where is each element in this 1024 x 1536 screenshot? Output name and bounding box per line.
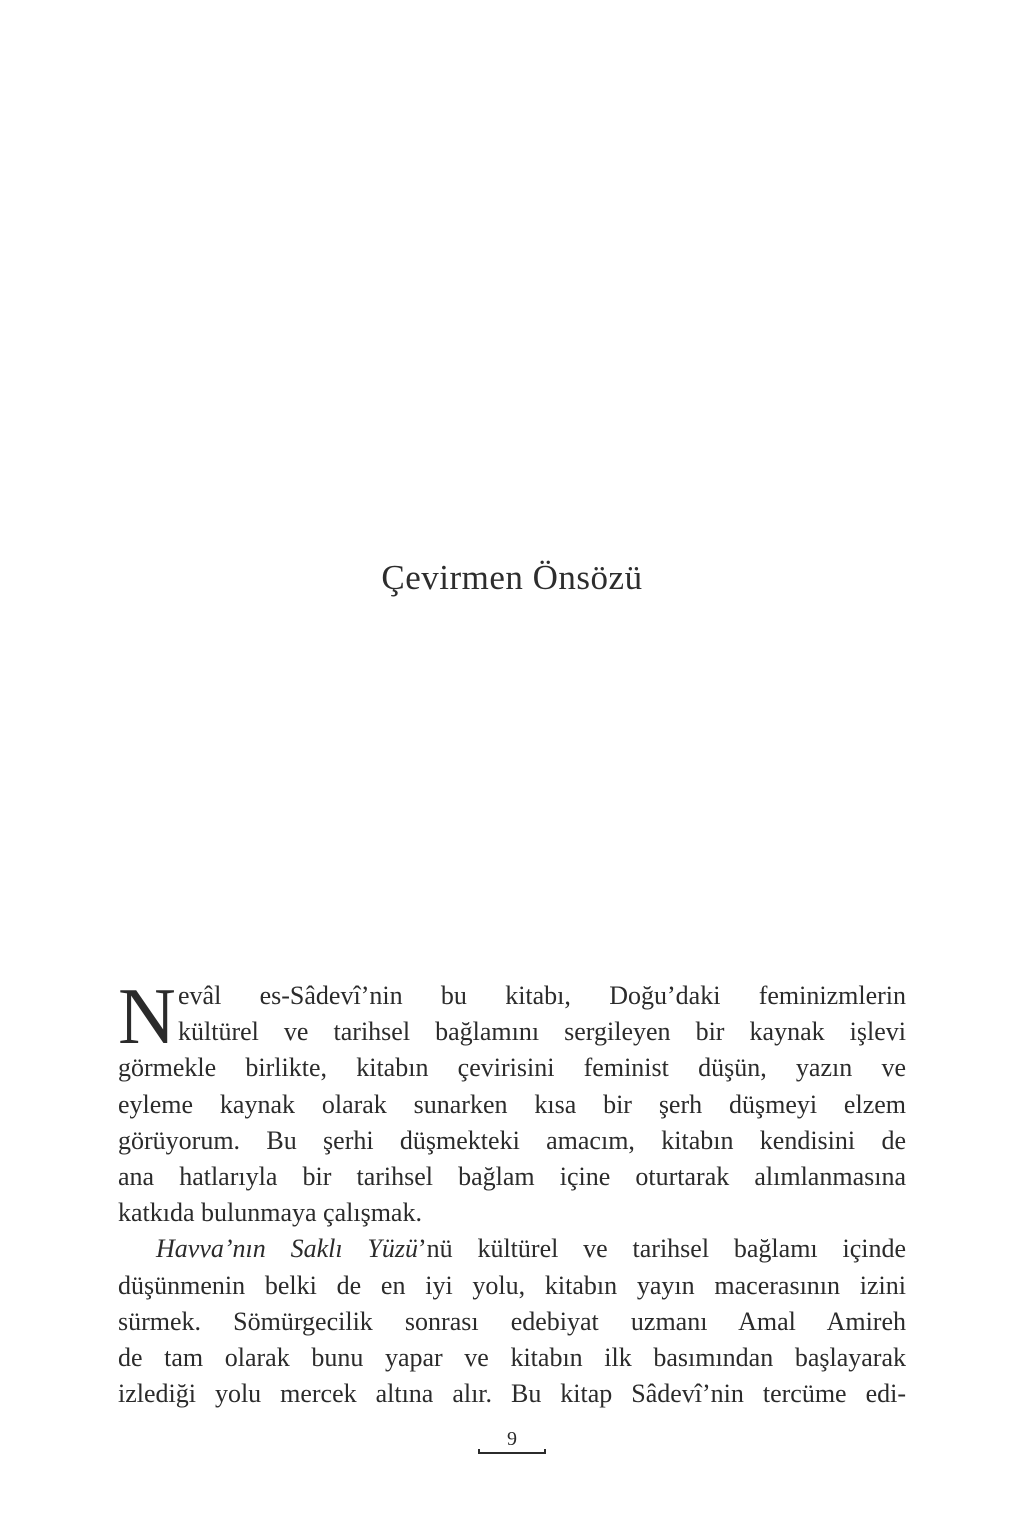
paragraph-2-line-5: izlediği yolu mercek altına alır. Bu kitap Sâdevî’nin tercüme edi- [118, 1379, 906, 1409]
paragraph-2-line-1-text: ’nü kültürel ve tarihsel bağlamı içinde [417, 1234, 906, 1264]
paragraph-1-line-7: katkıda bulunmaya çalışmak. [118, 1198, 422, 1228]
folio-bracket-rule [478, 1449, 546, 1454]
paragraph-1-line-3: görmekle birlikte, kitabın çevirisini feminist düşün, yazın ve [118, 1053, 906, 1083]
drop-cap: N [118, 973, 176, 1061]
page-number: 9 [507, 1428, 517, 1450]
paragraph-1-line-2: kültürel ve tarihsel bağlamını sergileyen bir kaynak işlevi [178, 1017, 906, 1047]
paragraph-2-line-4: de tam olarak bunu yapar ve kitabın ilk basımından başlayarak [118, 1342, 906, 1372]
chapter-title: Çevirmen Önsözü [381, 558, 643, 597]
paragraph-1-line-5: görüyorum. Bu şerhi düşmekteki amacım, kitabın kendisini de [118, 1125, 906, 1155]
book-title: Havva’nın Saklı Yüzü [156, 1234, 418, 1264]
paragraph-2-line-3: sürmek. Sömürgecilik sonrası edebiyat uzmanı Amal Amireh [118, 1306, 906, 1336]
paragraph-2-line-1 [118, 1231, 906, 1267]
paragraph-1-line-4: eyleme kaynak olarak sunarken kısa bir şerh düşmeyi elzem [118, 1089, 906, 1119]
paragraph-1-line-6: ana hatlarıyla bir tarihsel bağlam içine oturtarak alımlanmasına [118, 1161, 906, 1191]
paragraph-1-line-1-text: evâl es-Sâdevî’nin bu kitabı, Doğu’daki feminizmlerin [178, 981, 906, 1010]
paragraph-2-line-2: düşünmenin belki de en iyi yolu, kitabın yayın macerasının izini [118, 1270, 906, 1300]
body-text [118, 973, 906, 1412]
page-footer [478, 1428, 546, 1454]
